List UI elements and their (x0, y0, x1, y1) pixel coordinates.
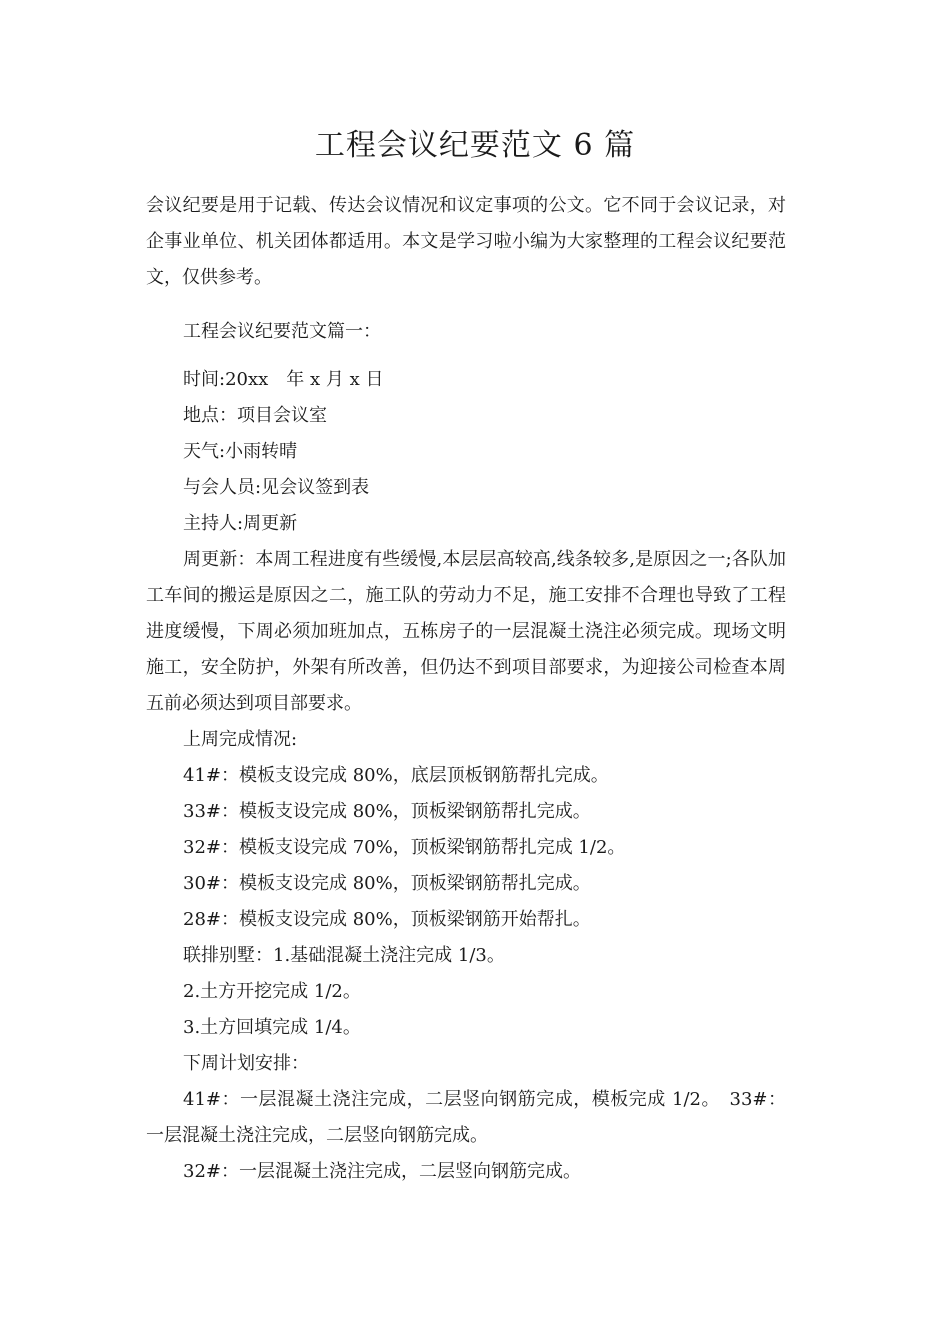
meeting-weather: 天气:小雨转晴 (183, 441, 298, 462)
next-week-paragraph: 41#：一层混凝土浇注完成，二层竖向钢筋完成，模板完成 1/2。 33#：一层混凝土浇注完成，二层竖向钢筋完成。 (146, 1089, 786, 1146)
host-speech-paragraph: 周更新：本周工程进度有些缓慢,本层层高较高,线条较多,是原因之一;各队加工车间的搬运是原因之二，施工队的劳动力不足，施工安排不合理也导致了工程进度缓慢，下周必须加班加点，五栋房子的一层混凝土浇注必须完成。现场文明施工，安全防护，外架有所改善，但仍达不到项目部要求，为迎接公司检查本周五前必须达到项目部要求。 (146, 549, 786, 714)
last-week-heading: 上周完成情况: (183, 729, 298, 750)
list-item: 33#：模板支设完成 80%，顶板梁钢筋帮扎完成。 (183, 801, 591, 822)
intro-paragraph: 会议纪要是用于记载、传达会议情况和议定事项的公文。它不同于会议记录，对企事业单位、机关团体都适用。本文是学习啦小编为大家整理的工程会议纪要范文，仅供参考。 (146, 195, 786, 288)
meeting-place: 地点：项目会议室 (183, 405, 327, 426)
meeting-attendees: 与会人员:见会议签到表 (183, 477, 370, 498)
meeting-time: 时间:20xx 年 x 月 x 日 (183, 369, 384, 390)
list-item: 28#：模板支设完成 80%，顶板梁钢筋开始帮扎。 (183, 909, 591, 930)
list-item: 32#：模板支设完成 70%，顶板梁钢筋帮扎完成 1/2。 (183, 837, 626, 858)
document-title: 工程会议纪要范文 6 篇 (314, 128, 636, 163)
list-item: 41#：模板支设完成 80%，底层顶板钢筋帮扎完成。 (183, 765, 609, 786)
list-item: 联排别墅：1.基础混凝土浇注完成 1/3。 (183, 945, 505, 966)
list-item: 3.土方回填完成 1/4。 (183, 1017, 361, 1038)
meeting-host: 主持人:周更新 (183, 513, 298, 534)
section-heading: 工程会议纪要范文篇一： (183, 321, 381, 342)
list-item: 30#：模板支设完成 80%，顶板梁钢筋帮扎完成。 (183, 873, 591, 894)
list-item: 2.土方开挖完成 1/2。 (183, 981, 361, 1002)
next-week-heading: 下周计划安排： (183, 1053, 309, 1074)
list-item: 32#：一层混凝土浇注完成，二层竖向钢筋完成。 (183, 1161, 581, 1182)
